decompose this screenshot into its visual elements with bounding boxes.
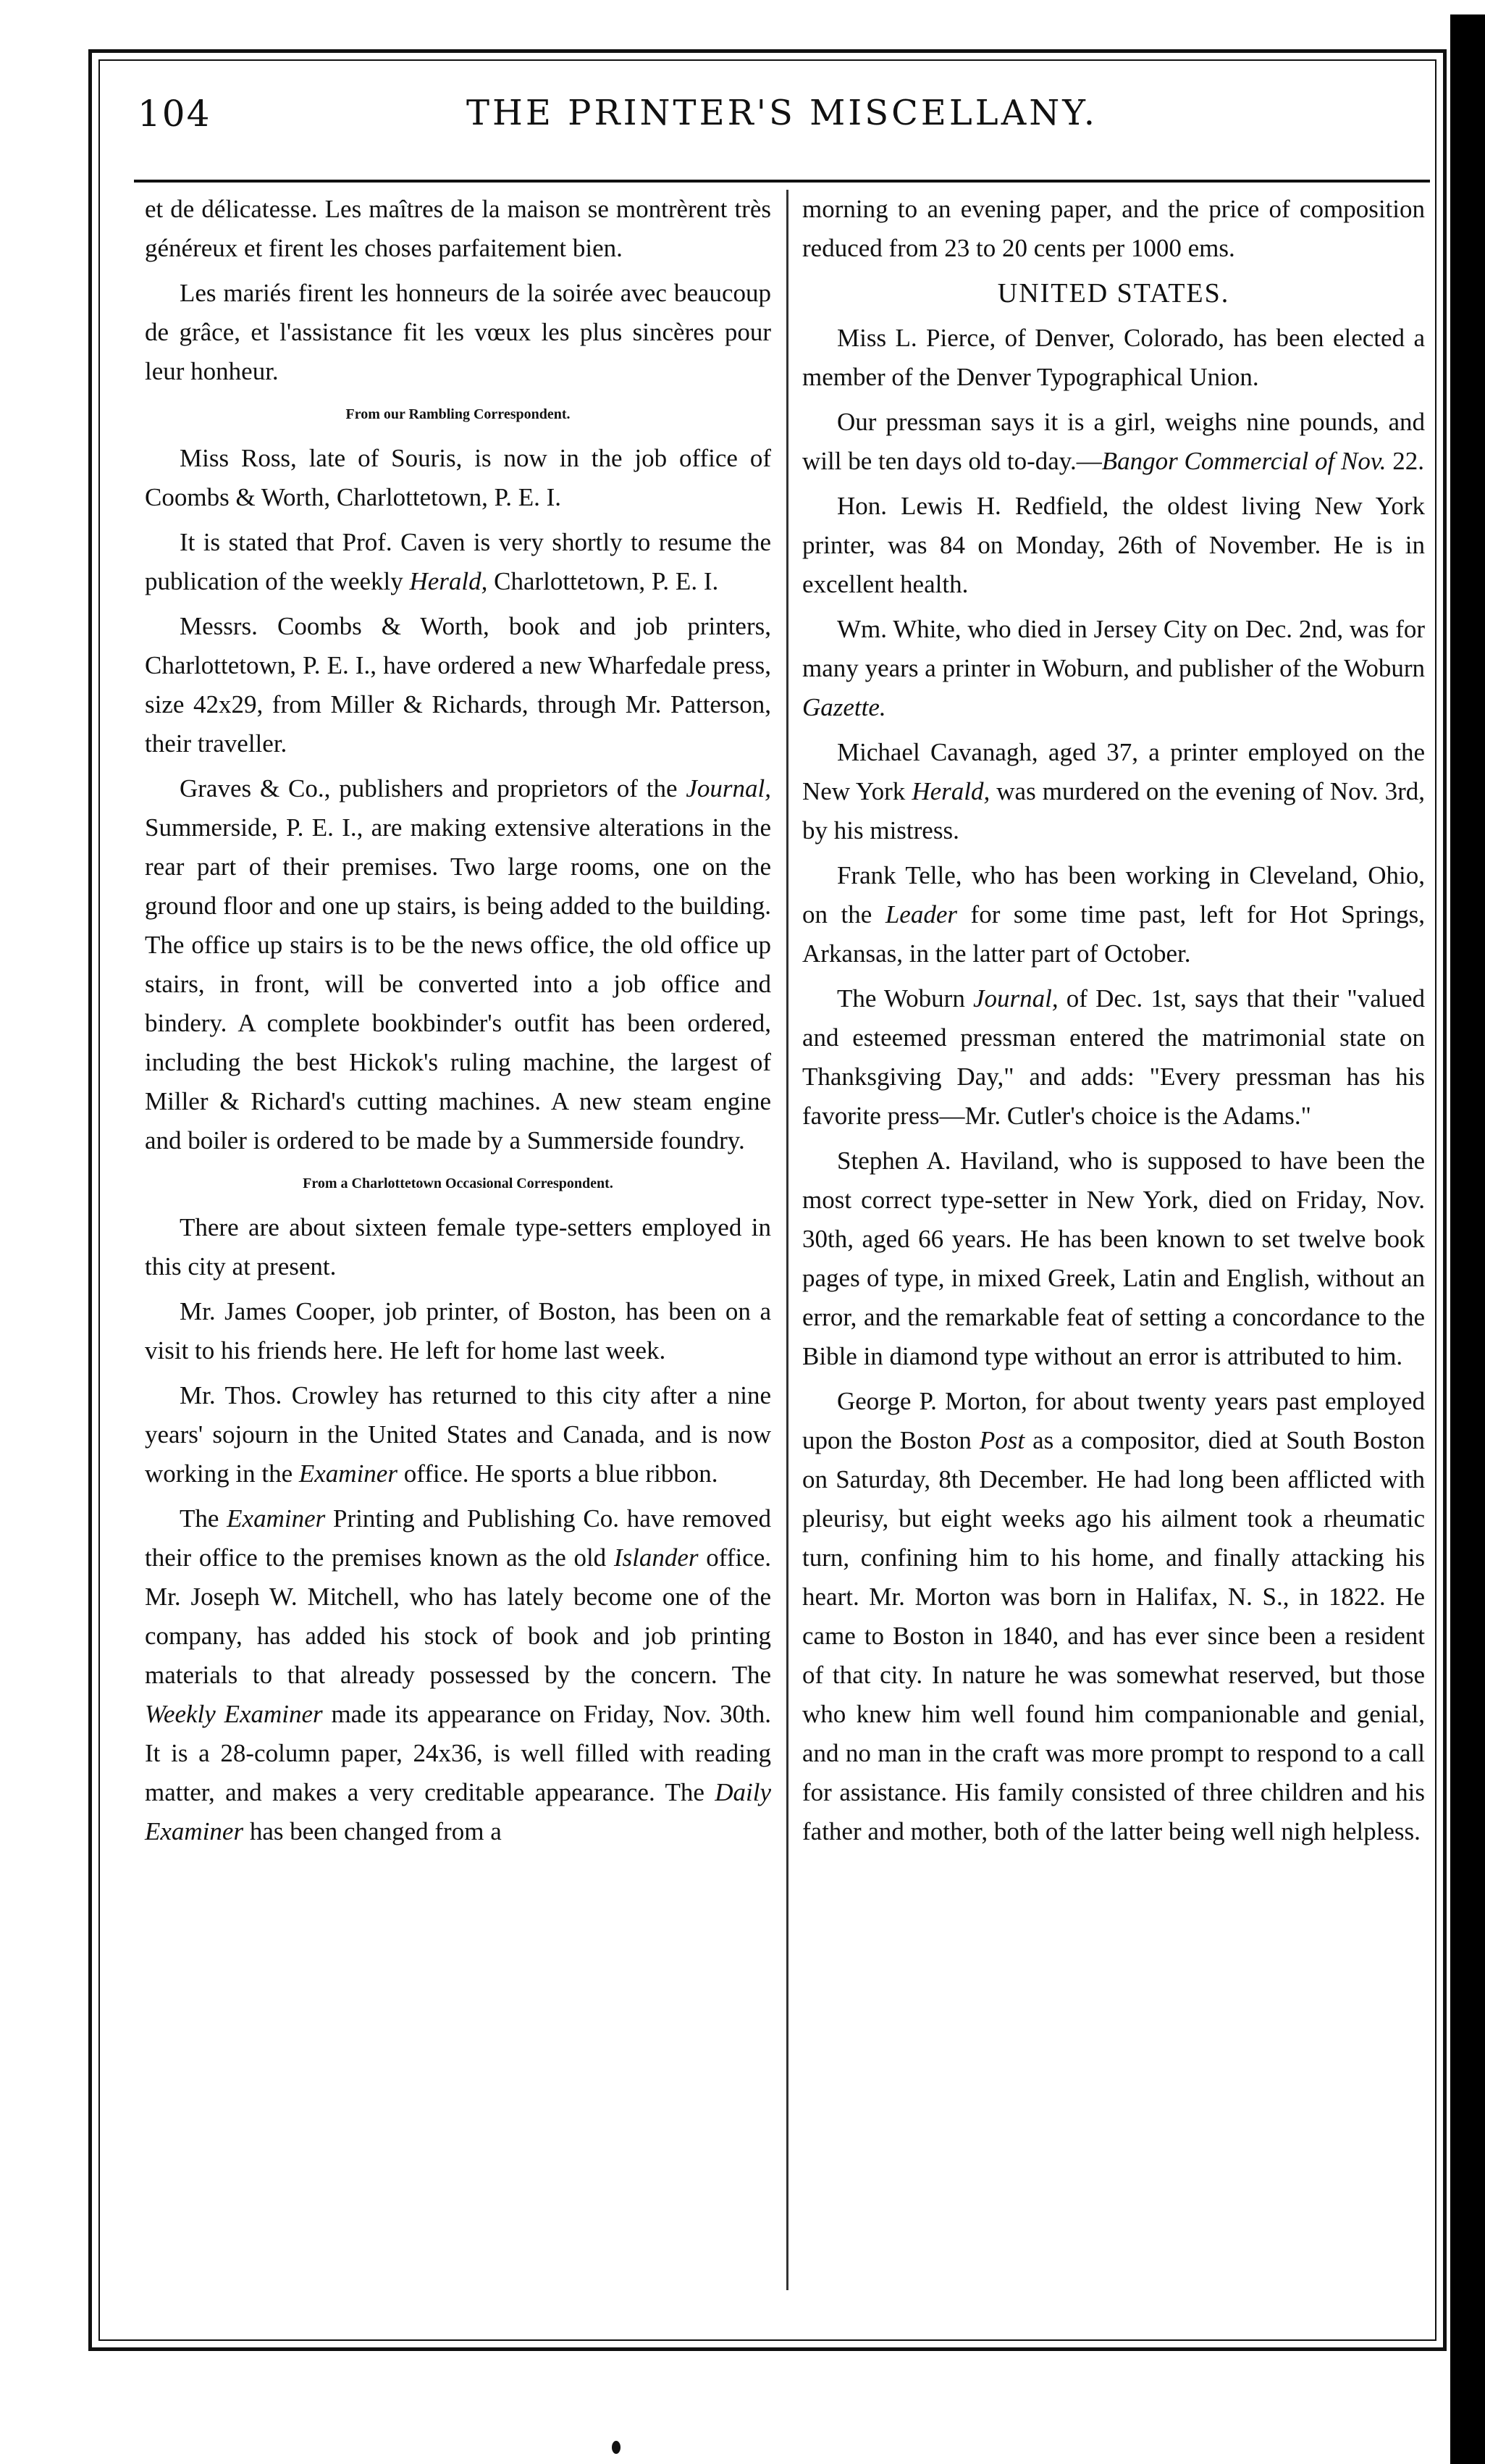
running-title: THE PRINTER'S MISCELLANY.	[466, 93, 1098, 133]
left-column	[145, 190, 771, 1857]
paragraph: Messrs. Coombs & Worth, book and job printers, Charlottetown, P. E. I., have ordered a new Wharfedale press, size 42x29, from Miller & Richards, through Mr. Patterson, their traveller.	[145, 612, 771, 758]
book-spine-edge	[1450, 14, 1485, 2464]
paragraph: Frank Telle, who has been working in Cleveland, Ohio, on the Leader for some time past, left for Hot Springs, Arkansas, in the latter part of October.	[802, 861, 1425, 968]
ink-speck	[612, 2441, 620, 2454]
header-rule	[134, 180, 1430, 183]
paragraph: Mr. Thos. Crowley has returned to this city after a nine years' sojourn in the United States and Canada, and is now working in the Examiner office. He sports a blue ribbon.	[145, 1381, 771, 1488]
right-column	[802, 190, 1425, 1857]
paragraph: morning to an evening paper, and the price of composition reduced from 23 to 20 cents per 1000 ems.	[802, 195, 1425, 262]
paragraph: Miss L. Pierce, of Denver, Colorado, has been elected a member of the Denver Typographical Union.	[802, 324, 1425, 391]
paragraph: The Examiner Printing and Publishing Co. have removed their office to the premises known as the old Islander office. Mr. Joseph W. Mitchell, who has lately become one of the company, has added his stock of book and job printing materials to that already possessed by the concern. The Weekly Examiner made its appearance on Friday, Nov. 30th. It is a 28-column paper, 24x36, is well filled with reading matter, and makes a very creditable appearance. The Daily Examiner has been changed from a	[145, 1504, 772, 1845]
paragraph: Mr. James Cooper, job printer, of Boston, has been on a visit to his friends here. He left for home last week.	[145, 1297, 771, 1365]
paragraph: Graves & Co., publishers and proprietors of the Journal, Summerside, P. E. I., are making extensive alterations in the rear part of their premises. Two large rooms, one on the ground floor and one up stairs, is being added to the building. The office up stairs is to be the news office, the old office up stairs, in front, will be converted into a job office and bindery. A complete bookbinder's outfit has been ordered, including the best Hickok's ruling machine, the largest of Miller & Richard's cutting machines. A new steam engine and boiler is ordered to be made by a Summerside foundry.	[145, 774, 771, 1155]
paragraph: Wm. White, who died in Jersey City on Dec. 2nd, was for many years a printer in Woburn, and publisher of the Woburn Gazette.	[802, 615, 1425, 721]
paragraph: Our pressman says it is a girl, weighs nine pounds, and will be ten days old to-day.—Bangor Commercial of Nov. 22.	[802, 408, 1425, 475]
paragraph: It is stated that Prof. Caven is very shortly to resume the publication of the weekly Herald, Charlottetown, P. E. I.	[145, 528, 771, 595]
paragraph: Stephen A. Haviland, who is supposed to have been the most correct type-setter in New York, died on Friday, Nov. 30th, aged 66 years. He has been known to set twelve book pages of type, in mixed Greek, Latin and English, without an error, and the remarkable feat of setting a concordance to the Bible in diamond type without an error is attributed to him.	[802, 1147, 1425, 1370]
paragraph: Les mariés firent les honneurs de la soirée avec beaucoup de grâce, et l'assistance fit les vœux les plus sincères pour leur honheur.	[145, 279, 771, 385]
paragraph: Michael Cavanagh, aged 37, a printer employed on the New York Herald, was murdered on the evening of Nov. 3rd, by his mistress.	[802, 738, 1425, 845]
paragraph: Hon. Lewis H. Redfield, the oldest living New York printer, was 84 on Monday, 26th of November. He is in excellent health.	[802, 492, 1425, 598]
paragraph: The Woburn Journal, of Dec. 1st, says that their "valued and esteemed pressman entered the matrimonial state on Thanksgiving Day," and adds: "Every pressman has his favorite press—Mr. Cutler's choice is the Adams."	[802, 984, 1426, 1130]
correspondent-subhead: From our Rambling Correspondent.	[345, 406, 571, 422]
paragraph: et de délicatesse. Les maîtres de la maison se montrèrent très généreux et firent les choses parfaitement bien.	[145, 195, 771, 262]
paragraph: There are about sixteen female type-setters employed in this city at present.	[145, 1213, 771, 1281]
page-number: 104	[138, 93, 211, 135]
column-divider	[786, 190, 788, 2290]
section-title: UNITED STATES.	[997, 278, 1230, 309]
correspondent-subhead: From a Charlottetown Occasional Correspondent.	[303, 1176, 613, 1191]
page-header	[138, 93, 1426, 158]
paragraph: Miss Ross, late of Souris, is now in the job office of Coombs & Worth, Charlottetown, P. E. I.	[145, 444, 771, 511]
paragraph: George P. Morton, for about twenty years past employed upon the Boston Post as a compositor, died at South Boston on Saturday, 8th December. He had long been afflicted with pleurisy, but eight weeks ago his ailment took a rheumatic turn, confining him to his home, and finally attacking his heart. Mr. Morton was born in Halifax, N. S., in 1822. He came to Boston in 1840, and has ever since been a resident of that city. In nature he was somewhat reserved, but those who knew him well found him companionable and genial, and no man in the craft was more prompt to respond to a call for assistance. His family consisted of three children and his father and mother, both of the latter being well nigh helpless.	[802, 1387, 1425, 1845]
